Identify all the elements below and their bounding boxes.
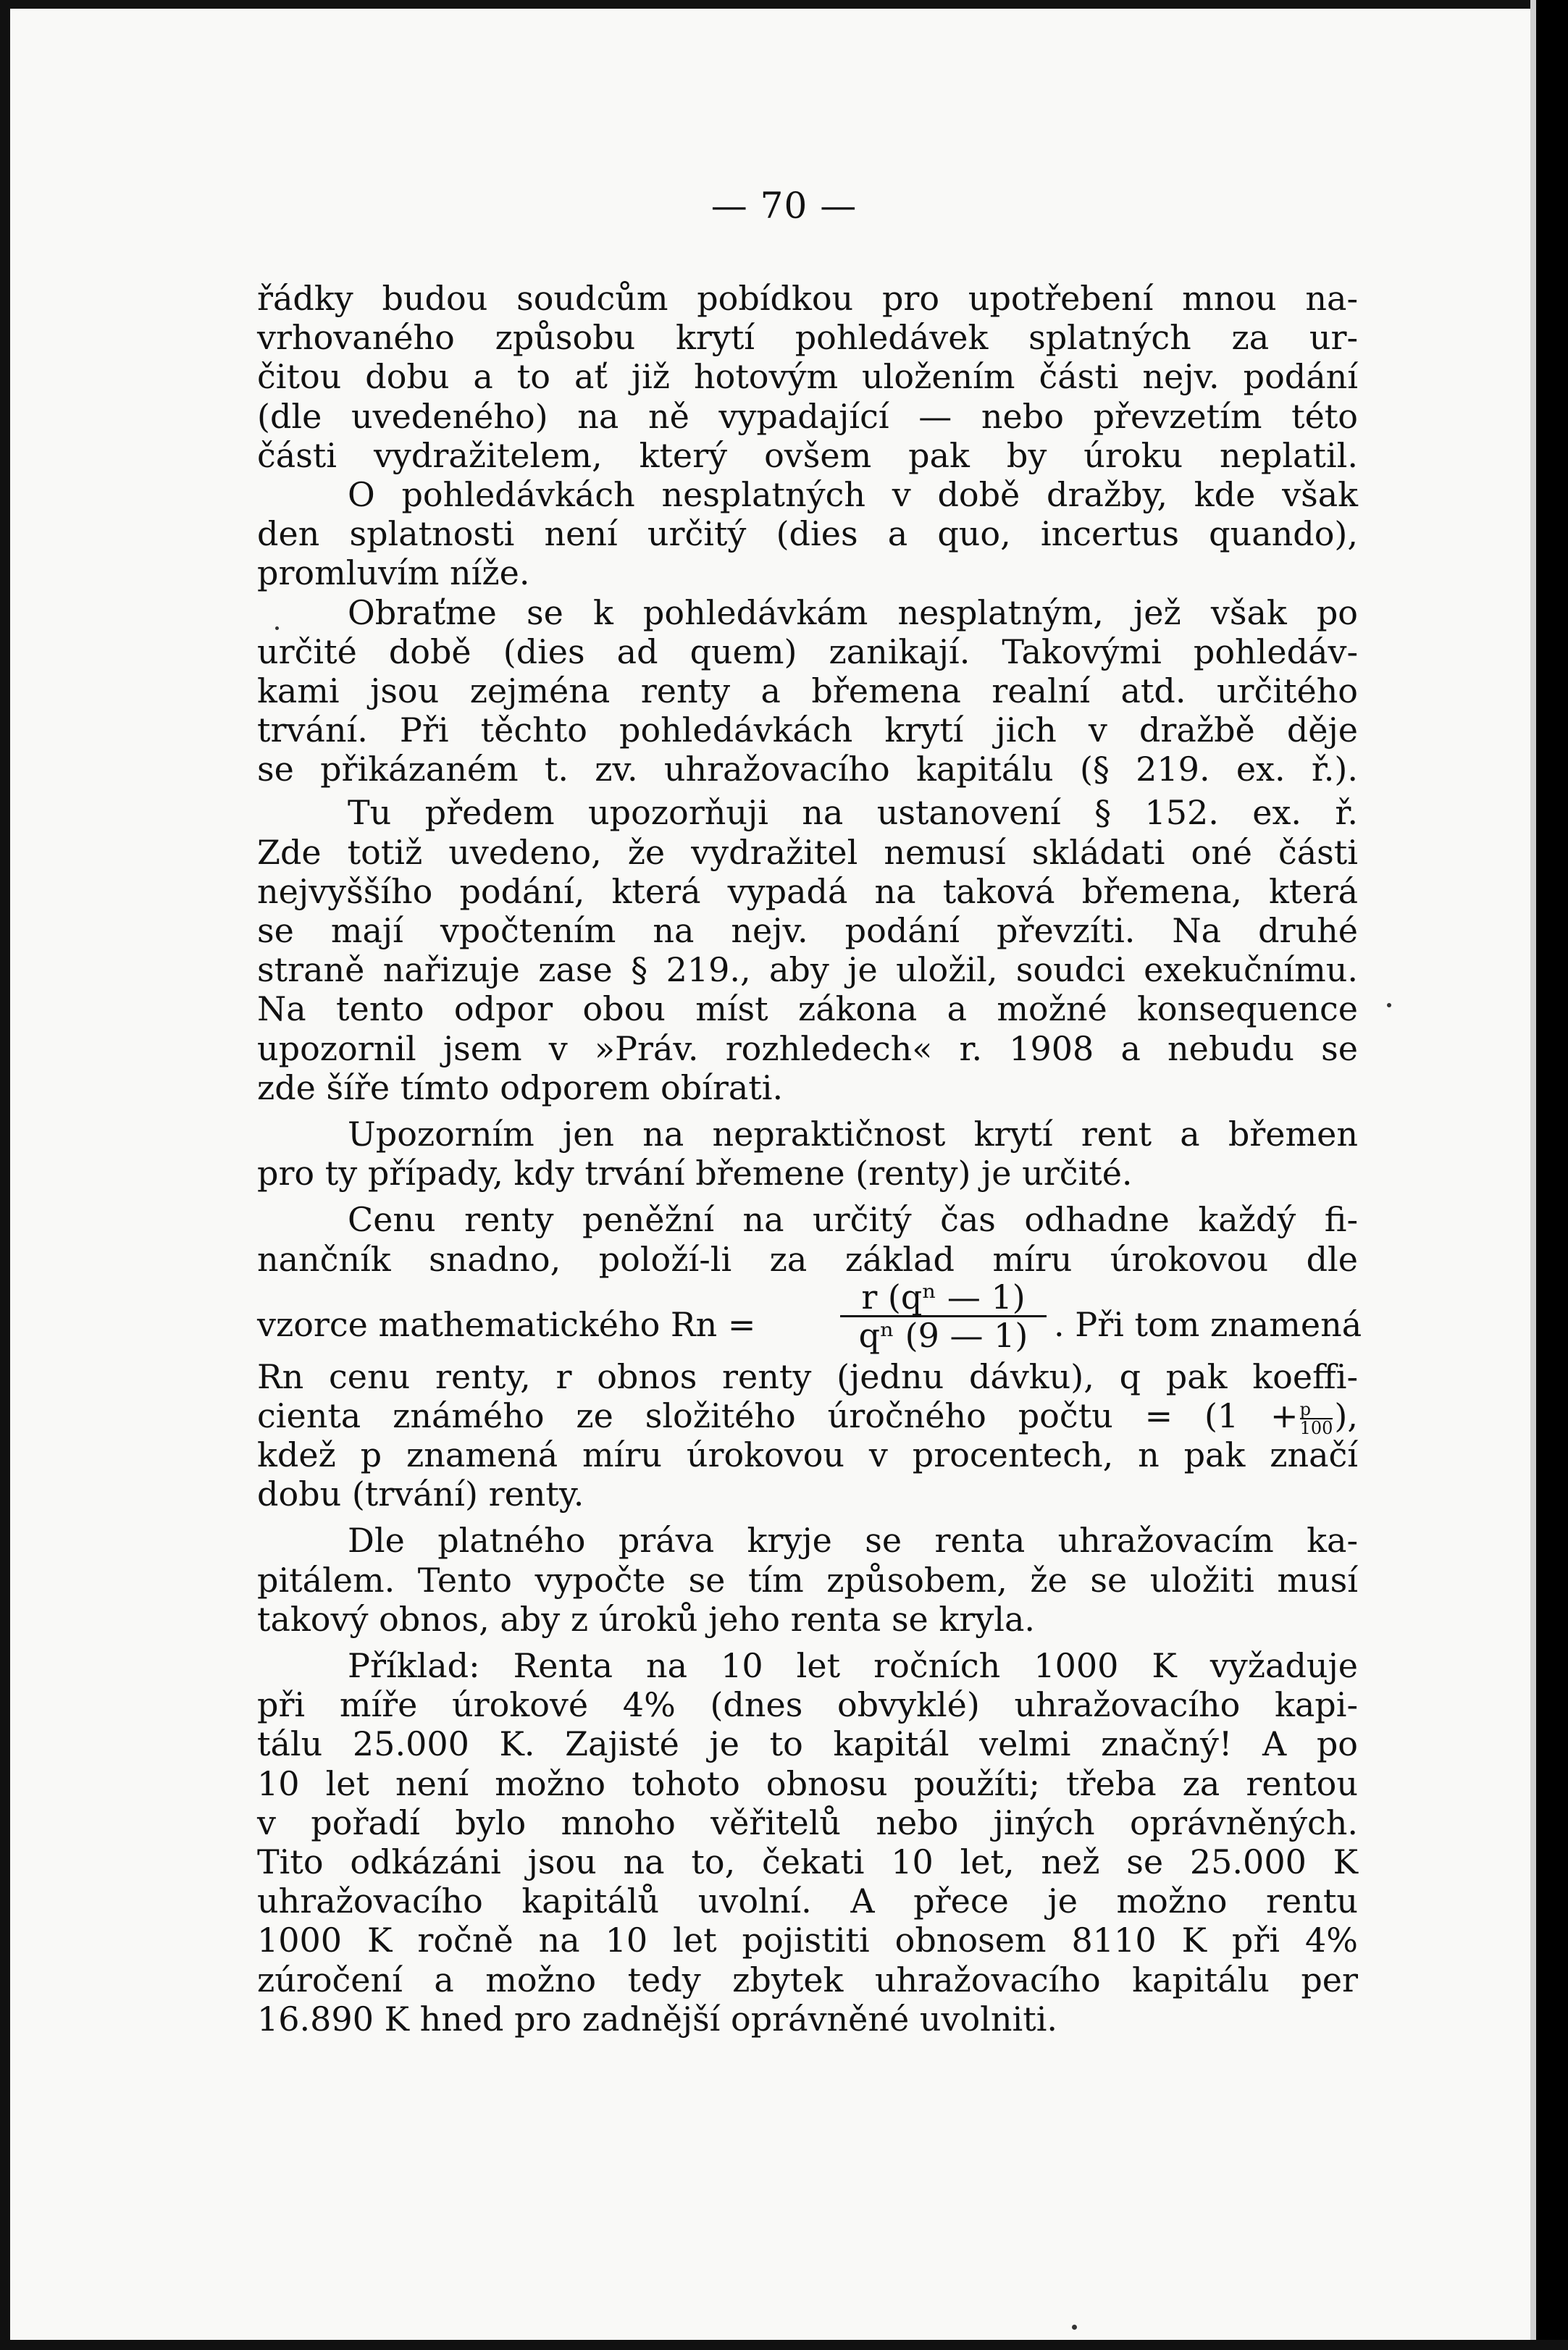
text-line: při míře úrokové 4% (dnes obvyklé) uhražovacího kapi-	[257, 1685, 1358, 1725]
text-line: 10 let není možno tohoto obnosu použíti; třeba za rentou	[257, 1763, 1358, 1803]
formula-line	[257, 1277, 1362, 1357]
text-line: nančník snadno, položí-li za základ míru úrokovou dle	[257, 1239, 1358, 1279]
text-line: čitou dobu a to ať již hotovým uložením části nejv. podání	[257, 357, 1358, 397]
text-line: v pořadí bylo mnoho věřitelů nebo jiných oprávněných.	[257, 1803, 1358, 1842]
text-line: trvání. Při těchto pohledávkách krytí jich v dražbě děje	[257, 710, 1358, 750]
text-line: určité době (dies ad quem) zanikají. Takovými pohledáv-	[257, 631, 1358, 671]
text-line: Na tento odpor obou míst zákona a možné konsequence	[257, 989, 1358, 1029]
text-line: upozornil jsem v »Práv. rozhledech« r. 1908 a nebudu se	[257, 1028, 1358, 1068]
text-line: Zde totiž uvedeno, že vydražitel nemusí skládati oné části	[257, 832, 1358, 872]
text-line: tálu 25.000 K. Zajisté je to kapitál velmi značný! A po	[257, 1724, 1358, 1764]
paragraph-8	[257, 1646, 1358, 2039]
formula-left-text: vzorce mathematického Rn =	[257, 1304, 756, 1344]
fraction-line-after: ),	[1334, 1396, 1358, 1435]
formula-right-text: . Při tom znamená	[1054, 1304, 1362, 1344]
percent-fraction-numerator: p	[1300, 1401, 1333, 1419]
percent-fraction	[1299, 1398, 1333, 1438]
formula-denominator: qⁿ (9 — 1)	[858, 1315, 1028, 1355]
text-line: zúročení a možno tedy zbytek uhražovacího kapitálu per	[257, 1960, 1358, 1999]
text-line: kdež p znamená míru úrokovou v procentech, n pak značí	[257, 1435, 1358, 1475]
text-line: části vydražitelem, který ovšem pak by úroku neplatil.	[257, 435, 1358, 475]
text-line: zde šíře tímto odporem obírati.	[257, 1067, 784, 1107]
paragraph-4	[257, 793, 1358, 1107]
text-line: straně nařizuje zase § 219., aby je uložil, soudci exekučnímu.	[257, 950, 1358, 990]
scan-border-left	[0, 0, 10, 2350]
text-line: vrhovaného způsobu krytí pohledávek splatných za ur-	[257, 318, 1358, 358]
text-line: O pohledávkách nesplatných v době dražby, kde však	[348, 474, 1358, 514]
text-line: Rn cenu renty, r obnos renty (jednu dávku), q pak koeffi-	[257, 1356, 1358, 1396]
text-line: Obraťme se k pohledávkám nesplatným, jež však po	[348, 592, 1358, 632]
text-line: Tu předem upozorňuji na ustanovení § 152. ex. ř.	[348, 793, 1358, 833]
text-line: uhražovacího kapitálů uvolní. A přece je možno rentu	[257, 1881, 1358, 1921]
text-line: řádky budou soudcům pobídkou pro upotřebení mnou na-	[257, 279, 1358, 318]
scan-speck	[1387, 1003, 1391, 1007]
text-line-with-fraction	[257, 1396, 1358, 1438]
scan-border-top	[0, 0, 1568, 9]
paragraph-5	[257, 1115, 1358, 1193]
paragraph-3	[257, 593, 1358, 789]
scan-border-bottom	[0, 2340, 1568, 2350]
text-line: den splatnosti není určitý (dies a quo, incertus quando),	[257, 514, 1358, 554]
text-line: promluvím níže.	[257, 553, 530, 593]
text-line: kami jsou zejména renty a břemena realní atd. určitého	[257, 671, 1358, 710]
scan-speck	[275, 626, 279, 630]
scan-border-right	[1536, 0, 1568, 2350]
text-line: Příklad: Renta na 10 let ročních 1000 K vyžaduje	[348, 1646, 1358, 1685]
text-line: 1000 K ročně na 10 let pojistiti obnosem 8110 K při 4%	[257, 1921, 1358, 1960]
paragraph-6	[257, 1200, 1362, 1514]
paragraph-7	[257, 1521, 1358, 1639]
text-line: se přikázaném t. zv. uhražovacího kapitálu (§ 219. ex. ř.).	[257, 750, 1358, 789]
text-line: 16.890 K hned pro zadnější oprávněné uvolniti.	[257, 1999, 1058, 2039]
text-line: pro ty případy, kdy trvání břemene (renty) je určité.	[257, 1154, 1133, 1193]
text-line: pitálem. Tento vypočte se tím způsobem, že se uložiti musí	[257, 1560, 1358, 1600]
formula-numerator: r (qⁿ — 1)	[840, 1279, 1047, 1317]
text-line: nejvyššího podání, která vypadá na taková břemena, která	[257, 871, 1358, 911]
paragraph-1	[257, 279, 1358, 475]
rent-formula-fraction	[840, 1279, 1047, 1354]
scan-speck	[1072, 2325, 1077, 2330]
text-line: (dle uvedeného) na ně vypadající — nebo převzetím této	[257, 396, 1358, 436]
percent-fraction-denominator: 100	[1299, 1417, 1333, 1438]
body-text	[257, 279, 1362, 2039]
text-line: takový obnos, aby z úroků jeho renta se kryla.	[257, 1599, 1036, 1639]
page-number: — 70 —	[710, 185, 858, 227]
text-line: Dle platného práva kryje se renta uhražovacím ka-	[348, 1521, 1358, 1561]
scan-border-right-inner	[1530, 0, 1536, 2350]
text-line: Tito odkázáni jsou na to, čekati 10 let, než se 25.000 K	[257, 1842, 1358, 1881]
text-line: Upozorním jen na nepraktičnost krytí rent a břemen	[348, 1114, 1358, 1154]
text-line: dobu (trvání) renty.	[257, 1474, 584, 1514]
paragraph-2	[257, 475, 1358, 593]
text-line: se mají vpočtením na nejv. podání převzíti. Na druhé	[257, 911, 1358, 950]
text-line: Cenu renty peněžní na určitý čas odhadne každý fi-	[348, 1200, 1358, 1240]
fraction-line-before: cienta známého ze složitého úročného počtu = (1 +	[257, 1396, 1299, 1435]
